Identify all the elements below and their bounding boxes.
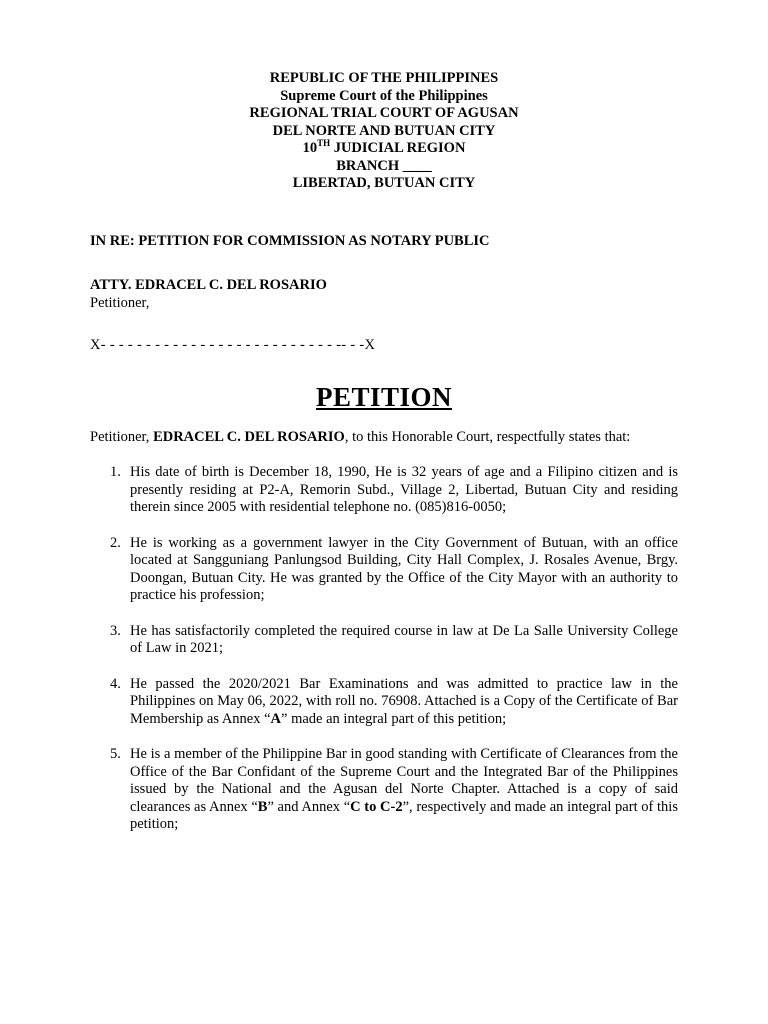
region-number: 10 xyxy=(302,140,318,156)
numbered-allegations xyxy=(90,464,678,834)
list-item xyxy=(90,535,678,605)
in-re-caption: IN RE: PETITION FOR COMMISSION AS NOTARY PUBLIC xyxy=(90,232,490,249)
petitioner-label: Petitioner, xyxy=(90,294,150,311)
item-text: His date of birth is December 18, 1990, He is 32 years of age and a Filipino citizen and is presently residing at P2-A, Remorin Subd., Village 2, Libertad, Butuan City and residing therein since 2005 with residential telephone no. (085)816-0050; xyxy=(130,464,678,515)
item-text-part: He is a member of the Philippine Bar in good standing with Certificate of Clearances from the Office of the Bar Confidant of the Supreme Court and the Integrated Bar of the Philippines issued by the National and the Agusan del Norte Chapter. Attached is a copy of said clearances as Annex “ xyxy=(130,746,678,815)
item-text-part: ” and Annex “ xyxy=(267,798,351,815)
region-suffix: TH xyxy=(317,138,331,149)
list-item xyxy=(90,746,678,834)
item-number: 2. xyxy=(110,534,121,551)
item-text: He has satisfactorily completed the required course in law at De La Salle University College of Law in 2021; xyxy=(130,622,678,656)
header-trial-court: REGIONAL TRIAL COURT OF AGUSAN xyxy=(249,105,519,121)
item-number: 5. xyxy=(110,746,121,762)
annex-label: B xyxy=(257,798,268,815)
item-text xyxy=(130,746,678,832)
item-number: 4. xyxy=(110,675,121,692)
header-region xyxy=(90,140,678,158)
item-text xyxy=(130,676,678,727)
header-location: LIBERTAD, BUTUAN CITY xyxy=(292,175,476,191)
item-number: 3. xyxy=(110,622,121,639)
caption-separator: X- - - - - - - - - - - - - - - - - - - - - - - - - - -- - -X xyxy=(90,337,376,353)
item-number: 1. xyxy=(110,464,121,480)
court-header xyxy=(90,70,678,193)
annex-label: C to C-2 xyxy=(350,798,403,815)
intro-before: Petitioner, xyxy=(90,428,154,445)
item-text-part: ” made an integral part of this petition; xyxy=(281,710,507,727)
petitioner-name: ATTY. EDRACEL C. DEL ROSARIO xyxy=(90,277,327,293)
header-branch: BRANCH ____ xyxy=(336,157,432,174)
item-text: He is working as a government lawyer in the City Government of Butuan, with an office located at Sangguniang Panlungsod Building, City Hall Complex, J. Rosales Avenue, Brgy. Doongan, Butuan City. He was granted by the Office of the City Mayor with an authority to practice his profession; xyxy=(130,534,678,603)
list-item xyxy=(90,623,678,658)
region-text: JUDICIAL REGION xyxy=(330,140,466,156)
intro-petitioner-name: EDRACEL C. DEL ROSARIO xyxy=(153,428,345,445)
header-jurisdiction: DEL NORTE AND BUTUAN CITY xyxy=(272,122,496,139)
item-text-part: He passed the 2020/2021 Bar Examinations and was admitted to practice law in the Philippines on May 06, 2022, with roll no. 76908. Attached is a Copy of the Certificate of Bar Membership as Annex “ xyxy=(130,675,678,727)
intro-after: , to this Honorable Court, respectfully states that: xyxy=(344,428,631,445)
header-supreme-court: Supreme Court of the Philippines xyxy=(280,87,488,104)
annex-label: A xyxy=(270,710,282,727)
list-item xyxy=(90,464,678,517)
document-title: PETITION xyxy=(315,381,453,412)
header-republic: REPUBLIC OF THE PHILIPPINES xyxy=(269,70,499,86)
intro-paragraph xyxy=(90,429,678,447)
item-text-part: ”, respectively and made an integral part of this petition; xyxy=(130,798,678,832)
list-item xyxy=(90,676,678,729)
